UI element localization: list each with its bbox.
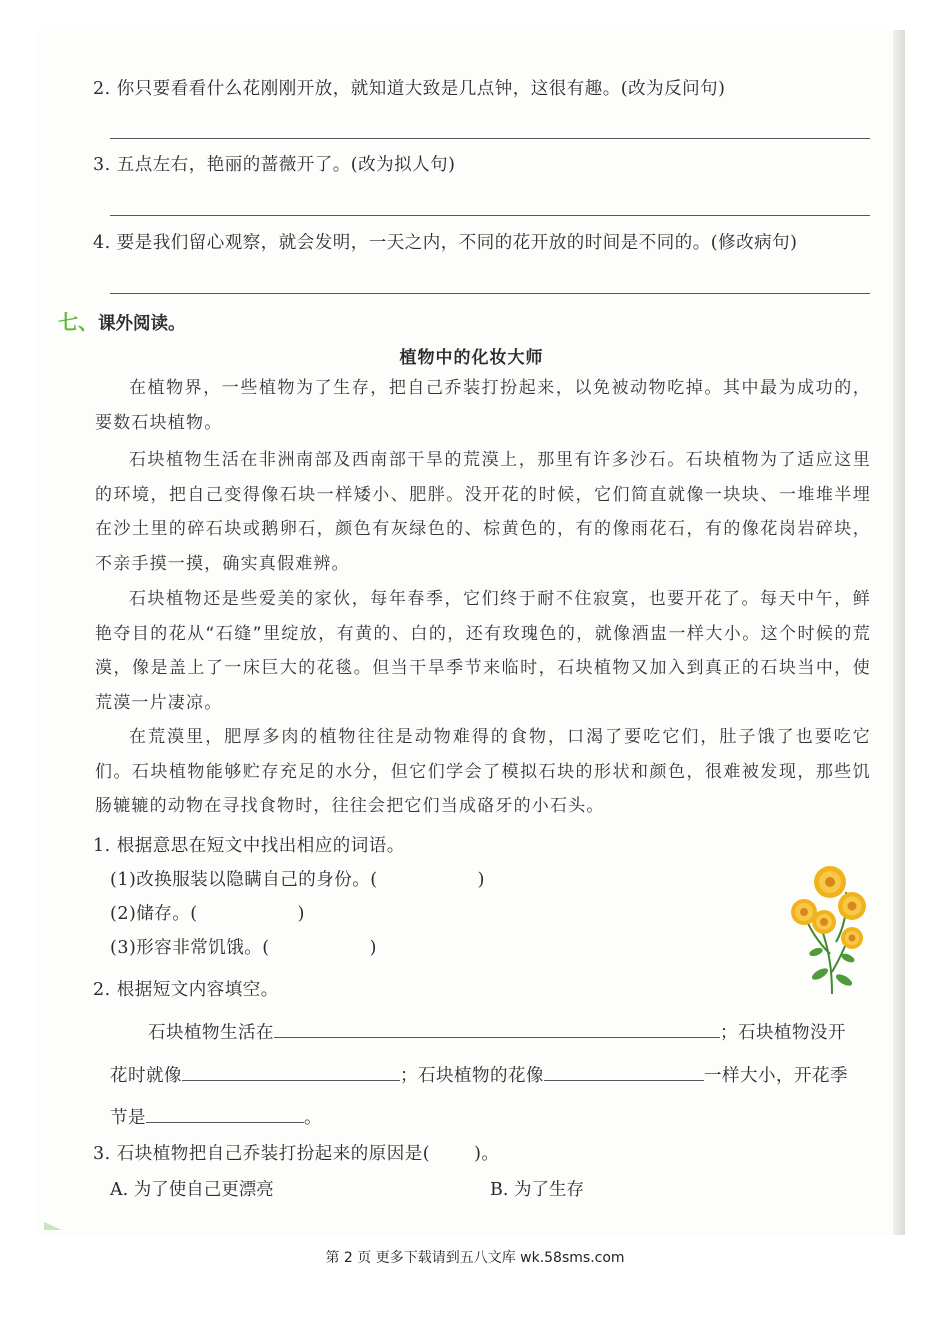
section-number: 七、 — [58, 310, 98, 334]
flower-heads — [791, 866, 866, 949]
q3-prompt: 3. 石块植物把自己乔装打扮起来的原因是( — [93, 1144, 431, 1164]
q1-prompt: 1. 根据意思在短文中找出相应的词语。 — [93, 836, 405, 856]
q2-text-7: 。 — [304, 1108, 322, 1128]
q2-text-1: 石块植物生活在 — [148, 1023, 274, 1043]
q2-text-3: 花时就像 — [110, 1066, 182, 1086]
q2-text-6: 节是 — [110, 1108, 146, 1128]
q1-close-3: ) — [369, 938, 377, 958]
question-2-rewrite: 2. 你只要看看什么花刚刚开放，就知道大致是几点钟，这很有趣。(改为反问句) — [93, 79, 726, 99]
q1-item-2 — [110, 900, 305, 925]
page-edge-shadow — [893, 30, 905, 1235]
article-title: 植物中的化妆大师 — [399, 348, 544, 368]
q3-option-b[interactable]: B. 为了生存 — [490, 1180, 584, 1200]
worksheet-page — [38, 30, 905, 1235]
q1-item-3 — [110, 934, 377, 959]
answer-line-3[interactable] — [110, 215, 870, 216]
q1-item-1 — [110, 866, 485, 891]
section-heading — [58, 306, 186, 335]
q3-option-a[interactable]: A. 为了使自己更漂亮 — [110, 1180, 274, 1200]
chrysanthemum-illustration — [790, 862, 876, 998]
question-3-rewrite: 3. 五点左右，艳丽的蔷薇开了。(改为拟人句) — [93, 155, 456, 175]
q2-blank-location[interactable] — [274, 1019, 720, 1038]
answer-line-4[interactable] — [110, 293, 870, 294]
q2-line-1 — [148, 1019, 846, 1044]
q1-item-3-text: (3)形容非常饥饿。( — [110, 938, 270, 958]
q2-prompt: 2. 根据短文内容填空。 — [93, 980, 279, 1000]
q1-item-2-text: (2)储存。( — [110, 904, 198, 924]
article-paragraph-4: 在荒漠里，肥厚多肉的植物往往是动物难得的食物，口渴了要吃它们，肚子饿了也要吃它们。石块植物能够贮存充足的水分，但它们学会了模拟石块的形状和颜色，很难被发现，那些饥肠辘辘的动物在寻找食物时，往往会把它们当成硌牙的小石头。 — [95, 727, 871, 816]
q2-text-2: ；石块植物没开 — [720, 1023, 846, 1043]
q2-text-5: 一样大小，开花季 — [704, 1066, 848, 1086]
q2-blank-season[interactable] — [146, 1104, 304, 1123]
article-paragraph-3: 石块植物还是些爱美的家伙，每年春季，它们终于耐不住寂寞，也要开花了。每天中午，鲜艳夺目的花从“石缝”里绽放，有黄的、白的，还有玫瑰色的，就像酒盅一样大小。这个时候的荒漠，像是盖上了一床巨大的花毯。但当干旱季节来临时，石块植物又加入到真正的石块当中，使荒漠一片凄凉。 — [95, 589, 871, 713]
q3-prompt-line — [93, 1140, 499, 1165]
q1-item-1-text: (1)改换服装以隐瞒自己的身份。( — [110, 870, 378, 890]
q1-close-1: ) — [477, 870, 485, 890]
article-paragraph-1: 在植物界，一些植物为了生存，把自己乔装打扮起来，以免被动物吃掉。其中最为成功的，要数石块植物。 — [95, 378, 871, 433]
q2-blank-flower-size[interactable] — [544, 1062, 704, 1081]
q3-prompt-end: )。 — [474, 1144, 500, 1164]
q2-blank-appearance[interactable] — [182, 1062, 400, 1081]
page-footer: 第 2 页 更多下载请到五八文库 wk.58sms.com — [325, 1250, 625, 1266]
q2-line-3 — [110, 1104, 322, 1129]
q2-line-2 — [110, 1062, 848, 1087]
question-4-correct: 4. 要是我们留心观察，就会发明，一天之内，不同的花开放的时间是不同的。(修改病句) — [93, 233, 798, 253]
q2-text-4: ；石块植物的花像 — [400, 1066, 544, 1086]
q1-close-2: ) — [297, 904, 305, 924]
article-paragraph-2: 石块植物生活在非洲南部及西南部干旱的荒漠上，那里有许多沙石。石块植物为了适应这里的环境，把自己变得像石块一样矮小、肥胖。没开花的时候，它们简直就像一块块、一堆堆半埋在沙土里的碎石块或鹅卵石，颜色有灰绿色的、棕黄色的，有的像雨花石，有的像花岗岩碎块，不亲手摸一摸，确实真假难辨。 — [95, 450, 871, 574]
page-corner-decoration — [44, 1222, 62, 1230]
section-title: 课外阅读。 — [98, 314, 186, 334]
answer-line-2[interactable] — [110, 138, 870, 139]
